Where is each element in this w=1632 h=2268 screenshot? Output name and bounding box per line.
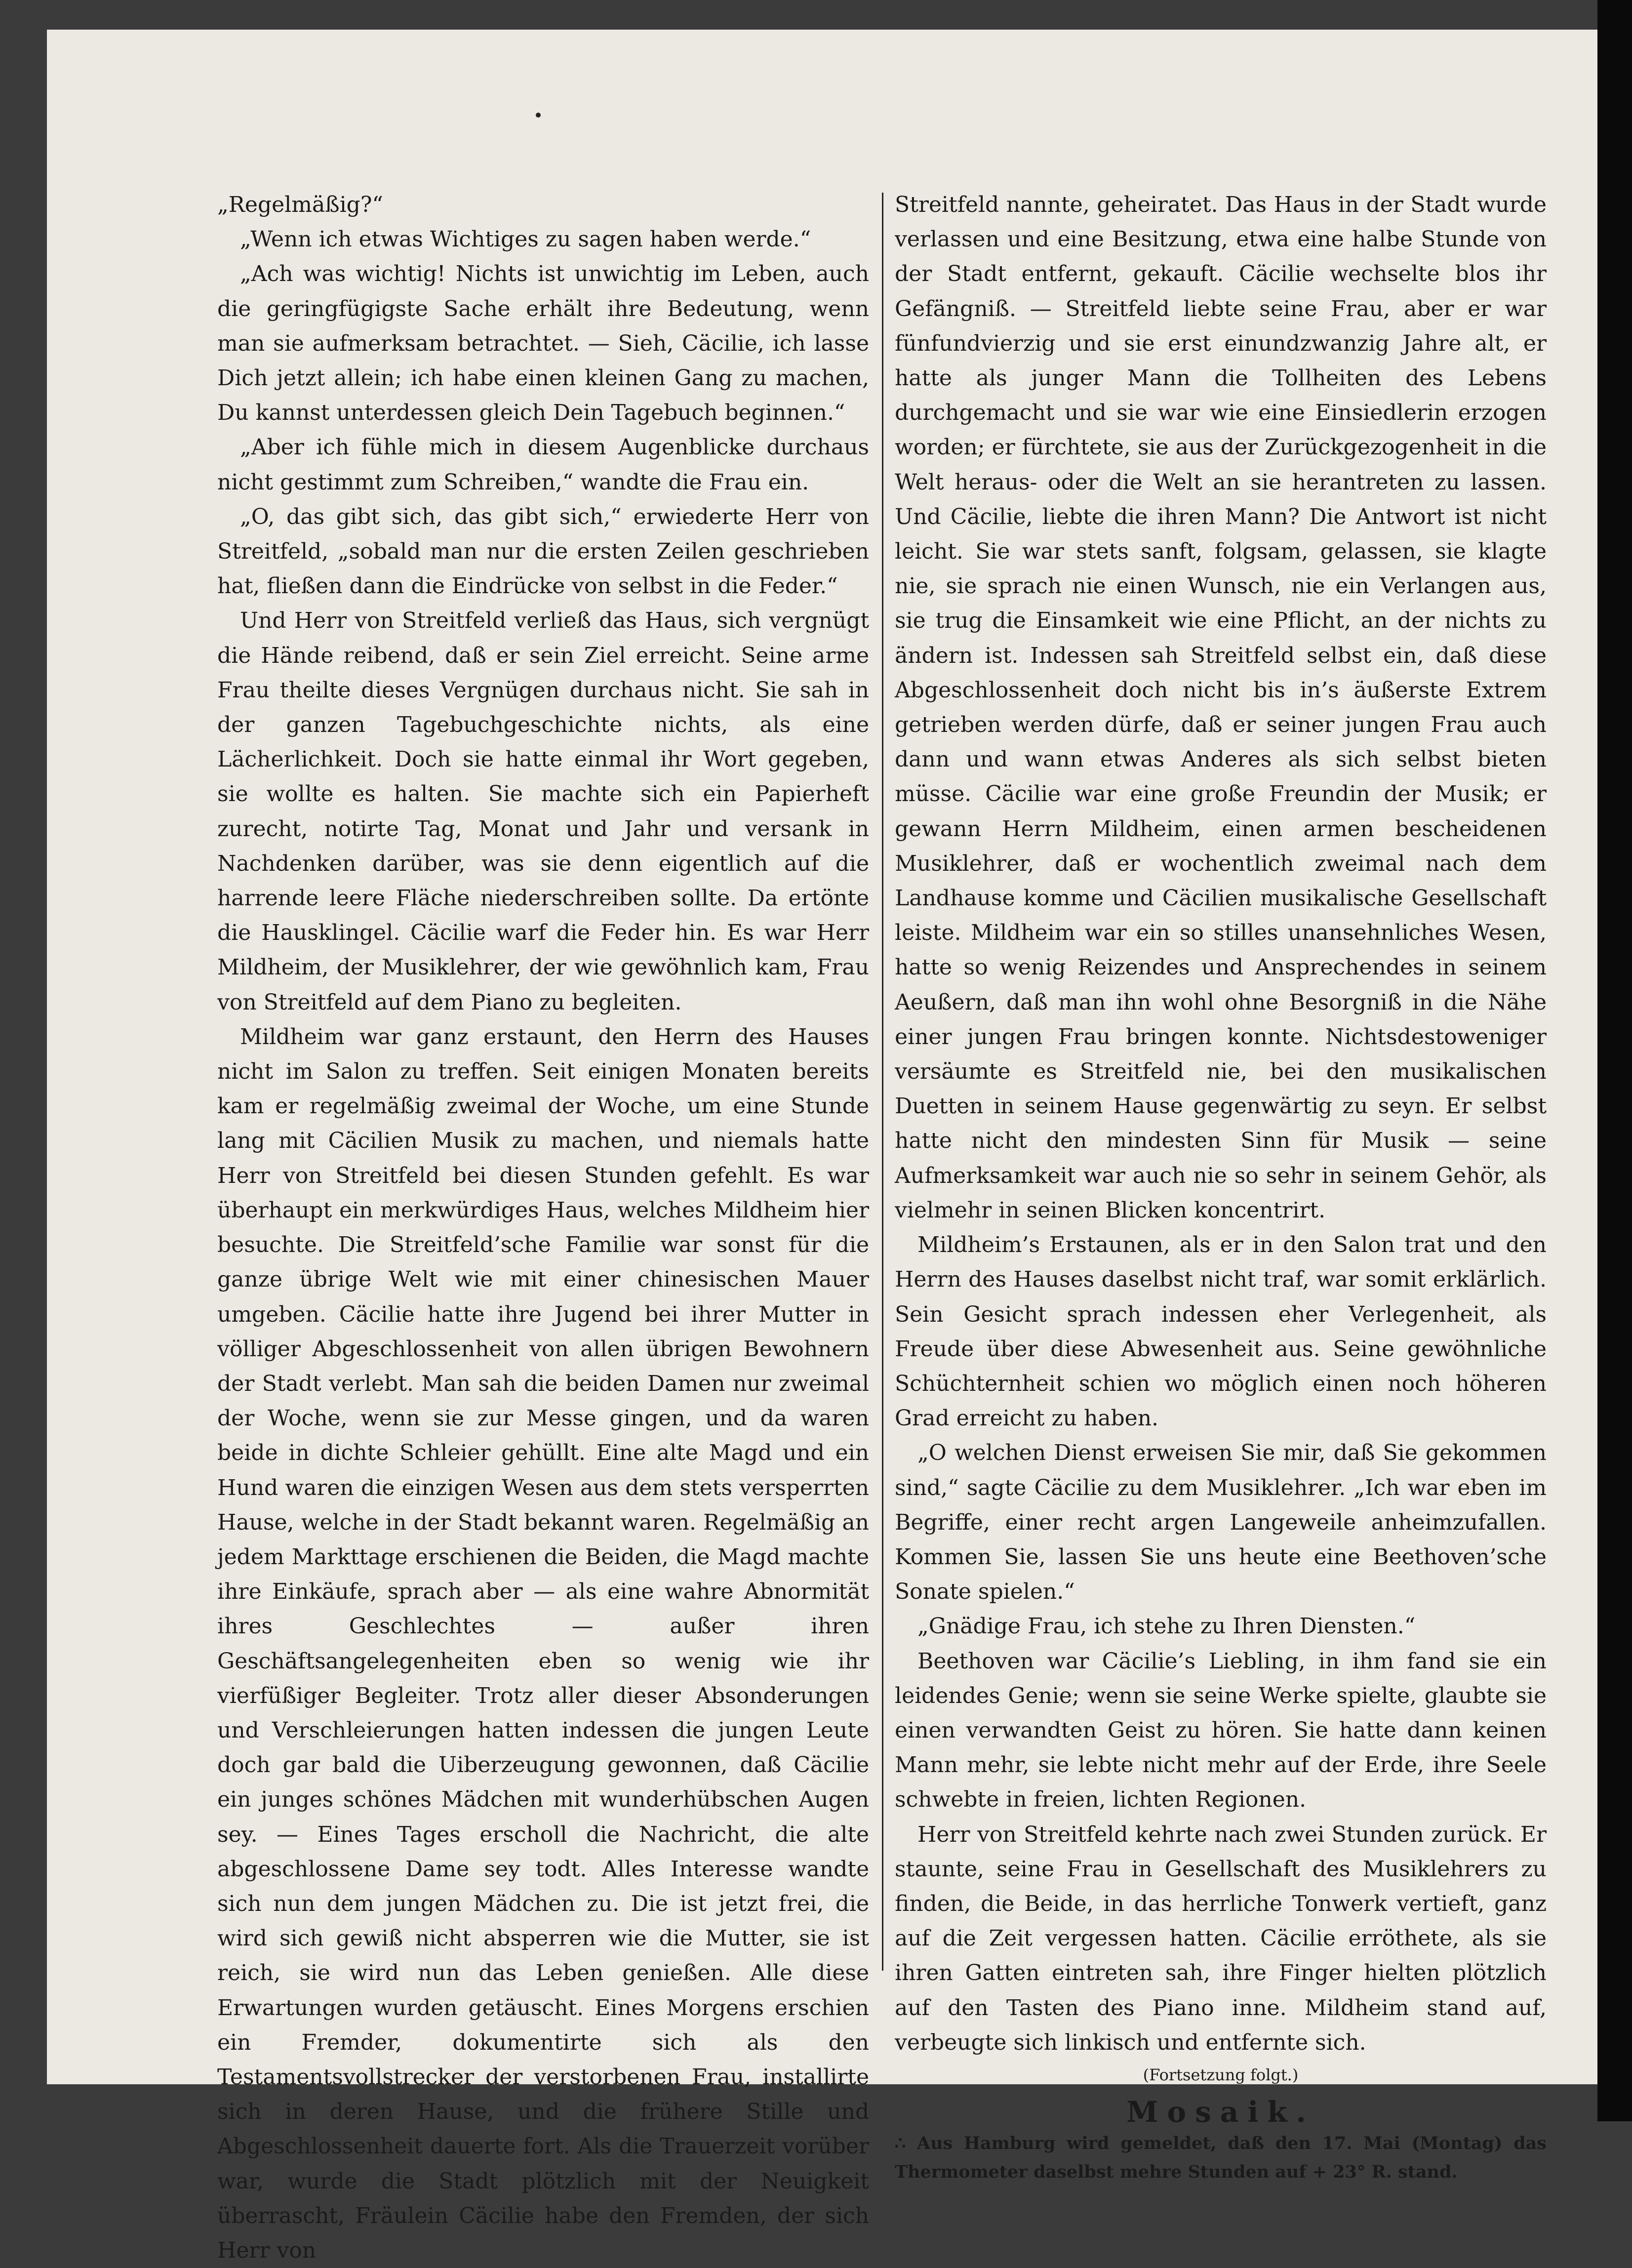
paragraph: Und Herr von Streitfeld verließ das Haus, sich vergnügt die Hände reibend, daß er sein Ziel erreicht. Seine arme Frau theilte dieses Vergnügen durchaus nicht. Sie sah in der ganzen Tagebuchgeschichte nichts, als eine Lächerlichkeit. Doch sie hatte einmal ihr Wort gegeben, sie wollte es halten. Sie machte sich ein Papierheft zurecht, notirte Tag, Monat und Jahr und versank in Nachdenken darüber, was sie denn eigentlich auf die harrende leere Fläche niederschreiben sollte. Da ertönte die Hausklingel. Cäcilie warf die Feder hin. Es war Herr Mildheim, der Musiklehrer, der wie gewöhnlich kam, Frau von Streitfeld auf dem Piano zu begleiten. — [217, 608, 869, 1015]
paragraph: „O welchen Dienst erweisen Sie mir, daß Sie gekommen sind,“ sagte Cäcilie zu dem Musiklehrer. „Ich war eben im Begriffe, einer recht argen Langeweile anheimzufallen. Kommen Sie, lassen Sie uns heute eine Beethoven’sche Sonate spielen.“ — [895, 1440, 1547, 1605]
paragraph: Streitfeld nannte, geheiratet. Das Haus in der Stadt wurde verlassen und eine Besitzung, etwa eine halbe Stunde von der Stadt entfernt, gekauft. Cäcilie wechselte blos ihr Gefängniß. — Streitfeld liebte seine Frau, aber er war fünfundvierzig und sie erst einundzwanzig Jahre alt, er hatte als junger Mann die Tollheiten des Lebens durchgemacht und sie war wie eine Einsiedlerin erzogen worden; er fürchtete, sie aus der Zurückgezogenheit in die Welt heraus- oder die Welt an sie herantreten zu lassen. Und Cäcilie, liebte die ihren Mann? Die Antwort ist nicht leicht. Sie war stets sanft, folgsam, gelassen, sie klagte nie, sie sprach nie einen Wunsch, nie ein Verlangen aus, sie trug die Einsamkeit wie eine Pflicht, an der nichts zu ändern ist. Indessen sah Streitfeld selbst ein, daß diese Abgeschlossenheit doch nicht bis in’s äußerste Extrem getrieben werden dürfe, daß er seiner jungen Frau auch dann und wann etwas Anderes als sich selbst bieten müsse. Cäcilie war eine große Freundin der Musik; er gewann Herrn Mildheim, einen armen bescheidenen Musiklehrer, daß er wochentlich zweimal nach dem Landhause komme und Cäcilien musikalische Gesellschaft leiste. Mildheim war ein so stilles unansehnliches Wesen, hatte so wenig Reizendes und Ansprechendes in seinem Aeußern, daß man ihn wohl ohne Besorgniß in die Nähe einer jungen Frau bringen konnte. Nichtsdestoweniger versäumte es Streitfeld nie, bei den musikalischen Duetten in seinem Hause gegenwärtig zu seyn. Er selbst hatte nicht den mindesten Sinn für Musik — seine Aufmerksamkeit war auch nie so sehr in seinem Gehör, als vielmehr in seinen Blicken koncentrirt. — [895, 192, 1547, 1223]
paragraph: „Gnädige Frau, ich stehe zu Ihren Diensten.“ — [917, 1614, 1416, 1639]
paragraph: „O, das gibt sich, das gibt sich,“ erwiederte Herr von Streitfeld, „sobald man nur die ersten Zeilen geschrieben hat, fließen dann die Eindrücke von selbst in die Feder.“ — [217, 504, 869, 599]
right-column — [895, 188, 1547, 2187]
continuation-note: (Fortsetzung folgt.) — [1143, 2065, 1299, 2084]
book-spine — [1597, 0, 1632, 2121]
paragraph: Beethoven war Cäcilie’s Liebling, in ihm fand sie ein leidendes Genie; wenn sie seine Werke spielte, glaubte sie einen verwandten Geist zu hören. Sie hatte dann keinen Mann mehr, sie lebte nicht mehr auf der Erde, ihre Seele schwebte in freien, lichten Regionen. — [895, 1648, 1547, 1813]
paragraph: Mildheim’s Erstaunen, als er in den Salon trat und den Herrn des Hauses daselbst nicht traf, war somit erklärlich. Sein Gesicht sprach indessen eher Verlegenheit, als Freude über diese Abwesenheit aus. Seine gewöhnliche Schüchternheit schien wo möglich einen noch höheren Grad erreicht zu haben. — [895, 1232, 1547, 1431]
paragraph: „Regelmäßig?“ — [217, 192, 383, 217]
paragraph: „Aber ich fühle mich in diesem Augenblicke durchaus nicht gestimmt zum Schreiben,“ wandte die Frau ein. — [217, 435, 869, 495]
paragraph: Mildheim war ganz erstaunt, den Herrn des Hauses nicht im Salon zu treffen. Seit einigen Monaten bereits kam er regelmäßig zweimal der Woche, um eine Stunde lang mit Cäcilien Musik zu machen, und niemals hatte Herr von Streitfeld bei diesen Stunden gefehlt. Es war überhaupt ein merkwürdiges Haus, welches Mildheim hier besuchte. Die Streitfeld’sche Familie war sonst für die ganze übrige Welt wie mit einer chinesischen Mauer umgeben. Cäcilie hatte ihre Jugend bei ihrer Mutter in völliger Abgeschlossenheit von allen übrigen Bewohnern der Stadt verlebt. Man sah die beiden Damen nur zweimal der Woche, wenn sie zur Messe gingen, und da waren beide in dichte Schleier gehüllt. Eine alte Magd und ein Hund waren die einzigen Wesen aus dem stets versperrten Hause, welche in der Stadt bekannt waren. Regelmäßig an jedem Markttage erschienen die Beiden, die Magd machte ihre Einkäufe, sprach aber — als eine wahre Abnormität ihres Geschlechtes — außer ihren Geschäftsangelegenheiten eben so wenig wie ihr vierfüßiger Begleiter. Trotz aller dieser Absonderungen und Verschleierungen hatten indessen die jungen Leute doch gar bald die Uiberzeugung gewonnen, daß Cäcilie ein junges schönes Mädchen mit wunderhübschen Augen sey. — Eines Tages erscholl die Nachricht, die alte abgeschlossene Dame sey todt. Alles Interesse wandte sich nun dem jungen Mädchen zu. Die ist jetzt frei, die wird sich gewiß nicht absperren wie die Mutter, sie ist reich, sie wird nun das Leben genießen. Alle diese Erwartungen wurden getäuscht. Eines Morgens erschien ein Fremder, dokumentirte sich als den Testamentsvollstrecker der verstorbenen Frau, installirte sich in deren Hause, und die frühere Stille und Abgeschlossenheit dauerte fort. Als die Trauerzeit vorüber war, wurde die Stadt plötzlich mit der Neuigkeit überrascht, Fräulein Cäcilie habe den Fremden, der sich Herr von — [217, 1024, 869, 2263]
left-column — [217, 188, 869, 2268]
notice-text: ∴ Aus Hamburg wird gemeldet, daß den 17. Mai (Montag) das Thermometer daselbst mehre Stunden auf + 23° R. stand. — [895, 2133, 1547, 2183]
paragraph: „Wenn ich etwas Wichtiges zu sagen haben werde.“ — [240, 227, 811, 252]
paragraph: Herr von Streitfeld kehrte nach zwei Stunden zurück. Er staunte, seine Frau in Gesellschaft des Musiklehrers zu finden, die Beide, in das herrliche Tonwerk vertieft, ganz auf die Zeit vergessen hatten. Cäcilie erröthete, als sie ihren Gatten eintreten sah, ihre Finger hielten plötzlich auf den Tasten des Piano inne. Mildheim stand auf, verbeugte sich linkisch und entfernte sich. — [895, 1822, 1547, 2055]
column-divider — [882, 193, 883, 1971]
ink-dot — [536, 113, 541, 118]
paragraph: „Ach was wichtig! Nichts ist unwichtig im Leben, auch die geringfügigste Sache erhält ihre Bedeutung, wenn man sie aufmerksam betrachtet. — Sieh, Cäcilie, ich lasse Dich jetzt allein; ich habe einen kleinen Gang zu machen, Du kannst unterdessen gleich Dein Tagebuch beginnen.“ — [217, 261, 869, 426]
section-heading: Mosaik. — [1126, 2095, 1315, 2129]
